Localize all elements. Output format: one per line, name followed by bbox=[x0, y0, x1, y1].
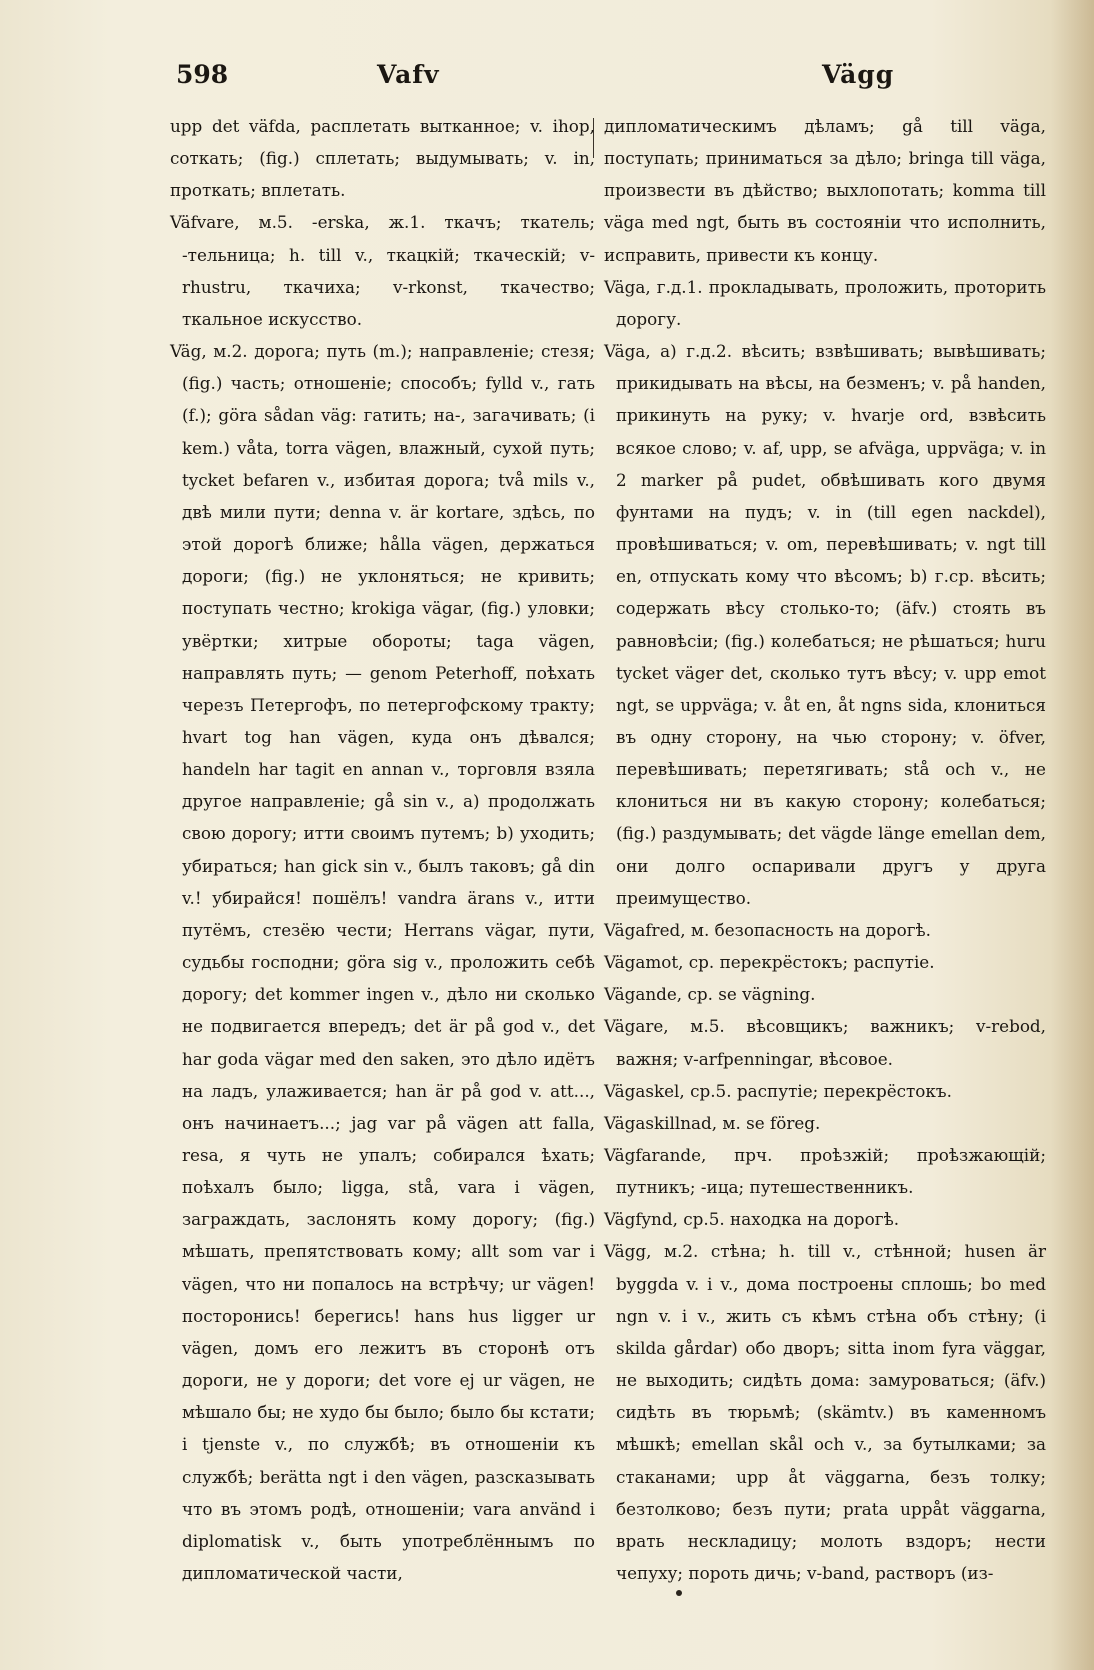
entry-continuation-right: дипломатическимъ дѣламъ; gå till väga, поступать; приниматься за дѣло; bringa till väga, произвести въ дѣйство; выхлопотать; komma till väga med ngt, быть въ состояніи что исполнить, исправить, привести къ концу. bbox=[604, 116, 1046, 265]
entry-vaga-1: Väga, г.д.1. прокладывать, проложить, проторить дорогу. bbox=[604, 276, 1046, 329]
left-column bbox=[170, 110, 595, 1589]
page-number: 598 bbox=[176, 60, 229, 89]
entry-vagfynd: Vägfynd, ср.5. находка на дорогѣ. bbox=[604, 1209, 900, 1230]
right-column bbox=[604, 110, 1046, 1589]
entry-vagaskillnad: Vägaskillnad, м. se föreg. bbox=[604, 1112, 821, 1133]
entry-vag: Väg, м.2. дорога; путь (m.); направленіе; стезя; (fig.) часть; отношеніе; способъ; fylld v., гать (f.); göra sådan väg: гатить; на-, загачивать; (i kem.) våta, torra vägen, влажный, сухой путь; tycket befaren v., избитая дорога; två mils v., двѣ мили пути; denna v. är kortare, здѣсь, по этой дорогѣ ближе; hålla vägen, держаться дороги; (fig.) не уклоняться; не кривить; поступать честно; krokiga vägar, (fig.) уловки; увёртки; хитрые обороты; taga vägen, направлять путь; — genom Peterhoff, поѣхать черезъ Петергофъ, по петергофскому тракту; hvart tog han vägen, куда онъ дѣвался; handeln har tagit en annan v., торговля взяла другое направленіе; gå sin v., a) продолжать свою дорогу; итти своимъ путемъ; b) уходить; убираться; han gick sin v., былъ таковъ; gå din v.! убирайся! пошёлъ! vandra ärans v., итти путёмъ, стезёю чести; Herrans vägar, пути, судьбы господни; göra sig v., проложить себѣ дорогу; det kommer ingen v., дѣло ни сколько не подвигается впередъ; det är på god v., det har goda vägar med den saken, это дѣло идётъ на ладъ, улаживается; han är på god v. att..., онъ начинаетъ...; jag var på vägen att falla, resa, я чуть не упалъ; собирался ѣхать; поѣхалъ было; ligga, stå, vara i vägen, заграждать, заслонять кому дорогу; (fig.) мѣшать, препятствовать кому; allt som var i vägen, что ни попалось на встрѣчу; ur vägen! посторонись! берегись! hans hus ligger ur vägen, домъ его лежитъ въ сторонѣ отъ дороги, не у дороги; det vore ej ur vägen, не мѣшало бы; не худо бы было; было бы кстати; i tjenste v., по службѣ; въ отношеніи къ службѣ; berätta ngt i den vägen, разсказывать что въ этомъ родѣ, отношеніи; vara använd i diplomatisk v., быть употреблённымъ по дипломатической части, bbox=[170, 341, 595, 1584]
page-header bbox=[0, 60, 1094, 100]
entry-vagafred: Vägafred, м. безопасность на дорогѣ. bbox=[604, 919, 931, 940]
entry-continuation: upp det väfda, расплетать вытканное; v. ihop, соткать; (fig.) сплетать; выдумывать; v. in, проткать; вплетать. bbox=[170, 116, 595, 201]
entry-vagaskel: Vägaskel, ср.5. распутіе; перекрёстокъ. bbox=[604, 1080, 952, 1101]
entry-vagfarande: Vägfarande, прч. проѣзжій; проѣзжающій; путникъ; -ица; путешественникъ. bbox=[604, 1145, 1046, 1198]
entry-vaga-2: Väga, a) г.д.2. вѣсить; взвѣшивать; вывѣшивать; прикидывать на вѣсы, на безменъ; v. på handen, прикинуть на руку; v. hvarje ord, взвѣсить всякое слово; v. af, upp, se afväga, uppväga; v. in 2 marker på pudet, обвѣшивать кого двумя фунтами на пудъ; v. in (till egen nackdel), провѣшиваться; v. om, перевѣшивать; v. ngt till en, отпускать кому что вѣсомъ; b) г.ср. вѣсить; содержать вѣсу столько-то; (äfv.) стоять въ равновѣсіи; (fig.) колебаться; не рѣшаться; huru tycket väger det, сколько тутъ вѣсу; v. upp emot ngt, se uppväga; v. åt en, åt ngns sida, клониться въ одну сторону, на чью сторону; v. öfver, перевѣшивать; перетягивать; stå och v., не клониться ни въ какую сторону; колебаться; (fig.) раздумывать; det vägde länge emellan dem, они долго оспаривали другъ у друга преимущество. bbox=[604, 341, 1046, 908]
entry-vagare: Vägare, м.5. вѣсовщикъ; важникъ; v-rebod, важня; v-arfpenningar, вѣсовое. bbox=[604, 1016, 1046, 1069]
entry-vafvare: Väfvare, м.5. -erska, ж.1. ткачъ; ткатель; -тельница; h. till v., ткацкій; ткаческій; v-rhustru, ткачиха; v-rkonst, ткачество; ткальное искусство. bbox=[170, 212, 595, 329]
guide-word-right: Vägg bbox=[822, 60, 895, 89]
guide-word-left: Vafv bbox=[377, 60, 440, 89]
entry-vagande: Vägande, ср. se vägning. bbox=[604, 984, 816, 1005]
ink-spot bbox=[676, 1590, 682, 1596]
entry-vagamot: Vägamot, ср. перекрёстокъ; распутіе. bbox=[604, 952, 935, 973]
entry-vagg: Vägg, м.2. стѣна; h. till v., стѣнной; husen är byggda v. i v., дома построены сплошь; bo med ngn v. i v., жить съ кѣмъ стѣна объ стѣну; (i skilda gårdar) обо дворъ; sitta inom fyra väggar, не выходить; сидѣть дома: замуроваться; (äfv.) сидѣть въ тюрьмѣ; (skämtv.) въ каменномъ мѣшкѣ; emellan skål och v., за бутылками; за стаканами; upp åt väggarna, безъ толку; безтолково; безъ пути; prata uppåt väggarna, врать нескладицу; молоть вздоръ; нести чепуху; пороть дичь; v-band, растворъ (из- bbox=[604, 1241, 1046, 1584]
